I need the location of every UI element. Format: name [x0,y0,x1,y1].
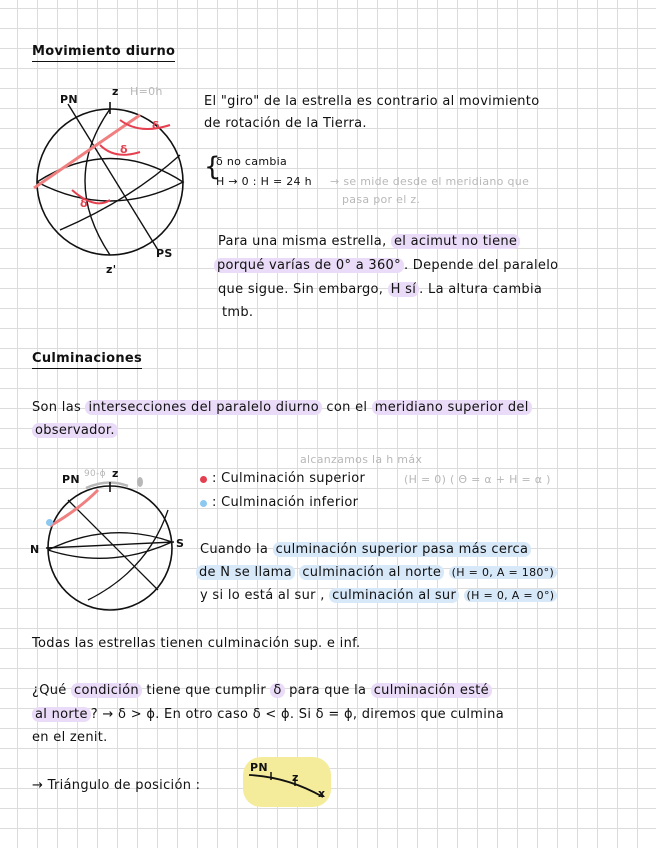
legend-culminacion-inferior: : Culminación inferior [212,495,359,510]
highlight-norte-values: (H = 0, A = 180°) [449,566,557,579]
gray-note-1: → se mide desde el meridiano que [330,175,530,188]
text: ? → δ > ϕ. En otro caso δ < ϕ. Si δ = ϕ, diremos que culmina [90,707,504,722]
todas-las-estrellas: Todas las estrellas tienen culminación sup. e inf. [32,636,361,651]
text: ¿Qué [32,683,67,698]
text: Son las [32,400,82,415]
highlight-h-si: H sí [388,282,420,297]
highlight-delta: δ [270,683,284,698]
highlight-culminacion-este: culminación esté [371,683,492,698]
celestial-sphere-diagram-1 [20,80,200,280]
red-arc-1 [120,120,170,129]
question-line-1 [32,683,492,699]
meridian-curve [85,109,110,255]
definition-line-2 [32,423,118,439]
highlight-culminacion-norte: culminación al norte [299,565,444,580]
label-h0: H=0h [130,85,163,98]
cuando-line-1 [200,542,531,558]
question-line-2 [32,707,504,723]
tri-label-pn: PN [250,761,268,774]
label-delta-a: δ [152,119,160,132]
diurnal-arc [60,155,180,230]
label-z-2: z [112,467,119,480]
label-s: S [176,537,185,550]
label-n: N [30,543,40,556]
polar-axis [68,104,158,250]
highlight-culminacion-superior: culminación superior pasa más cerca [273,542,532,557]
cuando-line-3 [200,588,557,604]
highlight-range: porqué varías de 0° a 360° [214,258,404,273]
sphere-outline [48,486,172,610]
text: con el [326,400,368,415]
acimut-para-line-1 [218,234,520,250]
text: y si lo está al sur , [200,588,325,603]
bracket-symbol: { [204,152,221,182]
text: que sigue. Sin embargo, [218,282,384,297]
highlight-culminacion-sur: culminación al sur [329,588,459,603]
label-z-1: z [112,85,119,98]
label-delta-b: δ [120,143,128,156]
tri-label-z: z [292,771,299,784]
giro-line-1: El "giro" de la estrella es contrario al movimiento [204,94,540,109]
red-path [50,490,98,526]
text: . La altura cambia [419,282,543,297]
label-pn-2: PN [62,473,80,486]
bracket-line-2: H → 0 : H = 24 h [216,175,312,188]
bracket-line-1: δ no cambia [216,155,288,168]
text: . Depende del paralelo [403,258,559,273]
label-ps: PS [156,247,173,260]
sphere-outline [37,109,183,255]
acimut-para-line-3 [218,282,542,298]
label-90-phi: 90-ϕ [84,469,106,479]
celestial-sphere-diagram-2 [28,470,198,620]
label-pn-1: PN [60,93,78,106]
highlight-sur-values: (H = 0, A = 0°) [464,589,558,602]
highlight-al-norte: al norte [32,707,91,722]
highlight-meridiano: meridiano superior del [372,400,532,415]
cuando-line-2 [196,565,557,581]
text: Cuando la [200,542,269,557]
triangle-arc [249,775,323,797]
highlight-de-n: de N se llama [196,565,295,580]
legend-blue-dot [200,500,207,507]
gray-alcanzamos: alcanzamos la h máx [300,453,423,466]
definition-line-1 [32,400,532,416]
horizon-ellipse [37,159,183,202]
label-zprime: z' [106,263,117,276]
text: tiene que cumplir [146,683,266,698]
highlight-intersecciones: intersecciones del paralelo diurno [85,400,322,415]
giro-line-2: de rotación de la Tierra. [204,116,367,131]
acimut-para-line-2 [214,258,558,274]
highlight-condicion: condición [71,683,142,698]
tri-label-x: x [318,787,326,800]
label-delta-c: δ [80,197,88,210]
legend-culminacion-superior: : Culminación superior [212,471,366,486]
section-title-culminaciones: Culminaciones [32,351,142,369]
question-line-3: en el zenit. [32,730,108,745]
text: Para una misma estrella, [218,234,387,249]
blue-point [46,519,53,526]
diurnal-arc [88,510,168,600]
gray-star-marker [137,477,143,487]
polar-axis [68,500,158,590]
legend-superior-note: (H = 0) ( Θ = α + H = α ) [404,473,551,486]
acimut-para-line-4: tmb. [222,305,254,320]
triangulo-de-posicion: → Triángulo de posición : [32,778,201,793]
highlight-acimut: el acimut no tiene [391,234,520,249]
gray-note-2: pasa por el z. [342,193,421,206]
legend-red-dot [200,476,207,483]
text: para que la [289,683,367,698]
section-title-movimiento-diurno: Movimiento diurno [32,44,175,62]
highlight-observador: observador. [32,423,118,438]
